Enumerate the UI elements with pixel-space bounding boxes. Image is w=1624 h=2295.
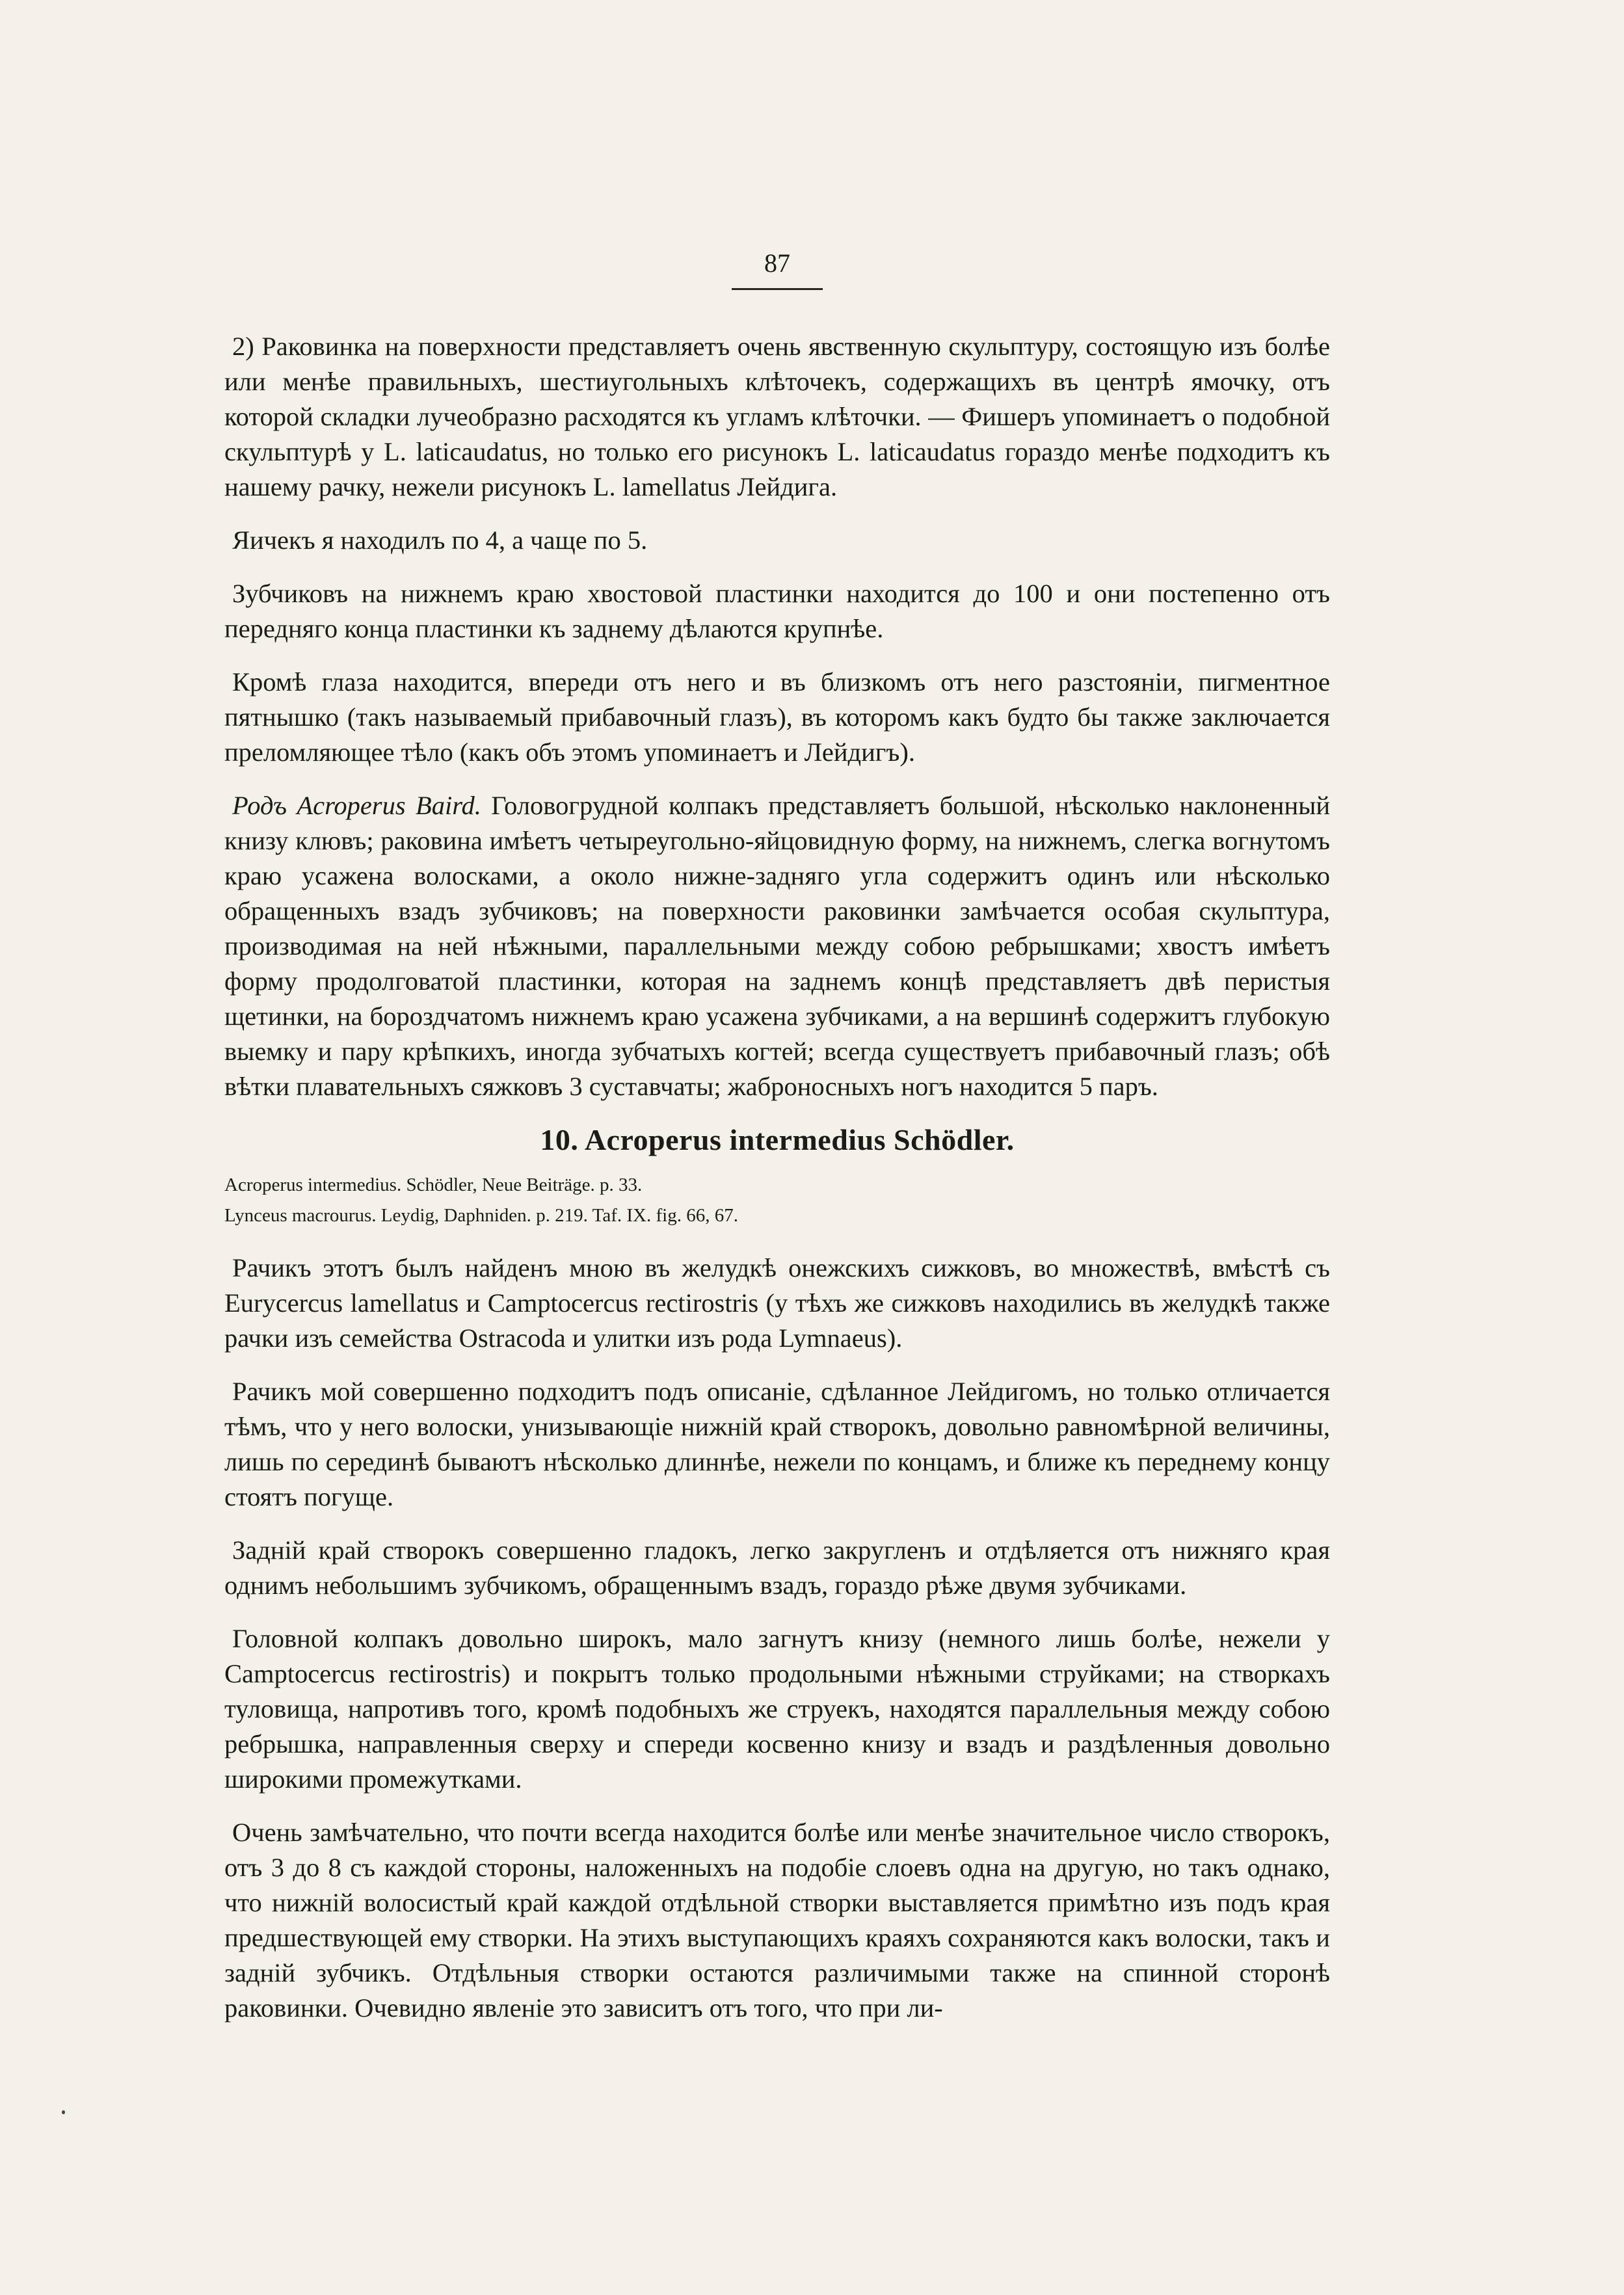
paragraph-valves: Очень замѣчательно, что почти всегда находится болѣе или менѣе значительное число створокъ, отъ 3 до 8 съ каждой стороны, наложенныхъ на подобіе слоевъ одна на другую, но такъ однако, что нижній волосистый край каждой отдѣльной створки выставляется примѣтно изъ подъ края предшествующей ему створки. На этихъ выступающихъ краяхъ сохраняются какъ волоски, такъ и задній зубчикъ. Отдѣльныя створки остаются различимыми также на спинной сторонѣ раковинки. Очевидно явленіе это зависитъ отъ того, что при ли- xyxy=(224,1818,1330,2023)
paragraph-teeth: Зубчиковъ на нижнемъ краю хвостовой пластинки находится до 100 и они постепенно отъ передняго конца пластинки къ заднему дѣлаются крупнѣе. xyxy=(224,579,1330,643)
paragraph-head-shield: Головной колпакъ довольно широкъ, мало загнутъ книзу (немного лишь болѣе, нежели у Camptocercus rectirostris) и покрытъ только продольными нѣжными струйками; на створкахъ туловища, напротивъ того, кромѣ подобныхъ же струекъ, находятся параллельныя между собою ребрышка, направленныя сверху и спереди косвенно книзу и взадъ и раздѣленныя довольно широкими промежутками. xyxy=(224,1624,1330,1794)
genus-lead: Родъ Acroperus Baird. xyxy=(232,791,481,820)
section-heading: 10. Acroperus intermedius Schödler. xyxy=(540,1123,1015,1156)
paragraph-eggs: Яичекъ я находилъ по 4, а чаще по 5. xyxy=(232,525,648,555)
paragraph-description-match: Рачикъ мой совершенно подходитъ подъ описаніе, сдѣланное Лейдигомъ, но только отличается тѣмъ, что у него волоски, унизывающіе нижній край створокъ, довольно равномѣрной величины, лишь по серединѣ бываютъ нѣсколько длиннѣе, нежели по концамъ, и ближе къ переднему концу стоятъ погуще. xyxy=(224,1377,1330,1511)
page-number: 87 xyxy=(764,248,790,278)
paragraph-eye-spot: Кромѣ глаза находится, впереди отъ него и въ близкомъ отъ него разстояніи, пигментное пятнышко (такъ называемый прибавочный глазъ), въ которомъ какъ будто бы также заключается преломляющее тѣло (какъ объ этомъ упоминаетъ и Лейдигъ). xyxy=(224,667,1330,767)
document-page xyxy=(224,250,1330,2044)
paragraph-genus-acroperus xyxy=(224,788,1330,1104)
genus-description: Головогрудной колпакъ представляетъ большой, нѣсколько наклоненный книзу клювъ; раковина имѣетъ четыреугольно-яйцовидную форму, на нижнемъ, слегка вогнутомъ краю усажена волосками, а около нижне-задняго угла содержитъ одинъ или нѣсколько обращенныхъ взадъ зубчиковъ; на поверхности раковинки замѣчается особая скульптура, производимая на ней нѣжными, параллельными между собою ребрышками; хвостъ имѣетъ форму продолговатой пластинки, которая на заднемъ концѣ представляетъ двѣ перистыя щетинки, на бороздчатомъ нижнемъ краю усажена зубчиками, а на вершинѣ содержитъ глубокую выемку и пару крѣпкихъ, иногда зубчатыхъ когтей; всегда существуетъ прибавочный глазъ; обѣ вѣтки плавательныхъ сяжковъ 3 суставчаты; жаброносныхъ ногъ находится 5 паръ. xyxy=(224,791,1331,1101)
paragraph-sculpture: 2) Раковинка на поверхности представляетъ очень явственную скульптуру, состоящую изъ болѣе или менѣе правильныхъ, шестиугольныхъ клѣточекъ, содержащихъ въ центрѣ ямочку, отъ которой складки лучеобразно расходятся къ угламъ клѣточки. — Фишеръ упоминаетъ о подобной скульптурѣ у L. laticaudatus, но только его рисунокъ L. laticaudatus гораздо менѣе подходитъ къ нашему рачку, нежели рисунокъ L. lamellatus Лейдига. xyxy=(224,332,1330,501)
references xyxy=(224,1170,1330,1231)
paper-speck xyxy=(62,2110,65,2114)
reference-item: Acroperus intermedius. Schödler, Neue Beiträge. p. 33. xyxy=(224,1174,643,1195)
reference-item: Lynceus macrourus. Leydig, Daphniden. p. 219. Taf. IX. fig. 66, 67. xyxy=(224,1205,738,1226)
paragraph-posterior-edge: Задній край створокъ совершенно гладокъ, легко закругленъ и отдѣляется отъ нижняго края однимъ небольшимъ зубчикомъ, обращеннымъ взадъ, гораздо рѣже двумя зубчиками. xyxy=(224,1535,1330,1600)
page-number-rule xyxy=(732,288,823,290)
paragraph-found: Рачикъ этотъ былъ найденъ мною въ желудкѣ онежскихъ сижковъ, во множествѣ, вмѣстѣ съ Eurycercus lamellatus и Camptocercus rectirostris (у тѣхъ же сижковъ находились въ желудкѣ также рачки изъ семейства Ostracoda и улитки изъ рода Lymnaeus). xyxy=(224,1253,1330,1353)
